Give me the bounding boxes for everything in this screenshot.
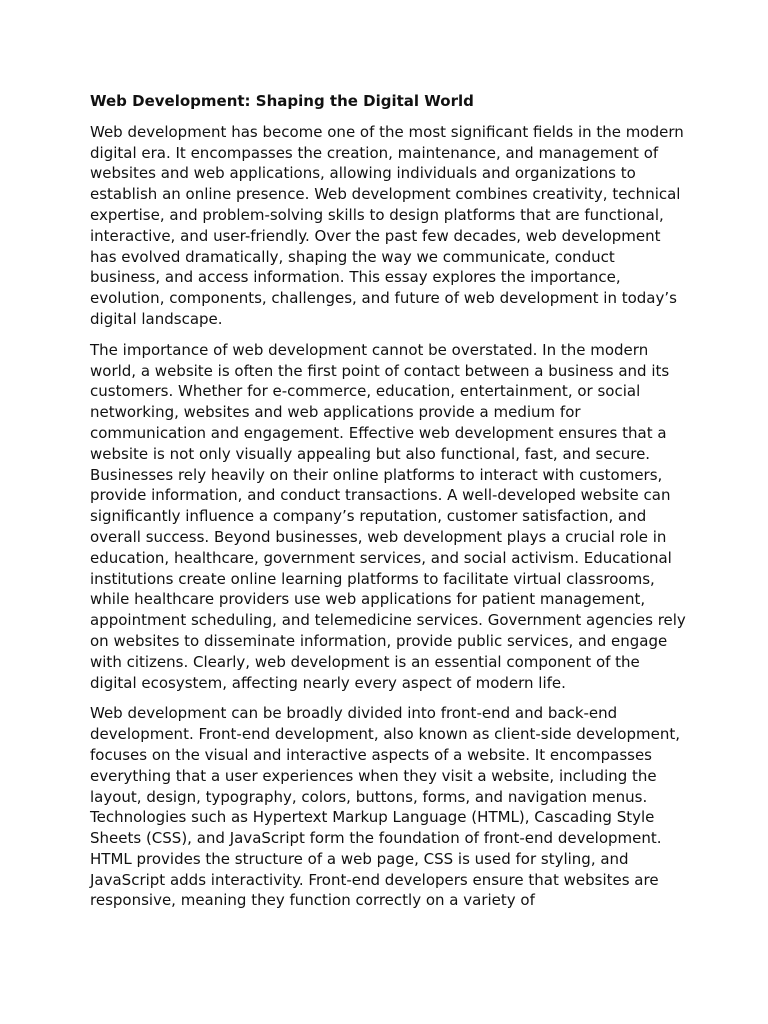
paragraph-2: The importance of web development cannot be overstated. In the modern world, a website is often the first point of contact between a business and its customers. Whether for e-commerce, education, entertainment, or social networking, websites and web applications provide a medium for communication and engagement. Effective web development ensures that a website is not only visually appealing but also functional, fast, and secure. Businesses rely heavily on their online platforms to interact with customers, provide information, and conduct transactions. A well-developed website can significantly influence a company’s reputation, customer satisfaction, and overall success. Beyond businesses, web development plays a crucial role in education, healthcare, government services, and social activism. Educational institutions create online learning platforms to facilitate virtual classrooms, while healthcare providers use web applications for patient management, appointment scheduling, and telemedicine services. Government agencies rely on websites to disseminate information, provide public services, and engage with citizens. Clearly, web development is an essential component of the digital ecosystem, affecting nearly every aspect of modern life.	[90, 340, 686, 692]
paragraph-3: Web development can be broadly divided into front-end and back-end development. Front-end development, also known as client-side development, focuses on the visual and interactive aspects of a website. It encompasses everything that a user experiences when they visit a website, including the layout, design, typography, colors, buttons, forms, and navigation menus. Technologies such as Hypertext Markup Language (HTML), Cascading Style Sheets (CSS), and JavaScript form the foundation of front-end development. HTML provides the structure of a web page, CSS is used for styling, and JavaScript adds interactivity. Front-end developers ensure that websites are responsive, meaning they function correctly on a variety of	[90, 704, 680, 910]
document-title: Web Development: Shaping the Digital World	[90, 92, 474, 110]
document-body	[90, 91, 686, 921]
paragraph-1: Web development has become one of the most significant fields in the modern digital era. It encompasses the creation, maintenance, and management of websites and web applications, allowing individuals and organizations to establish an online presence. Web development combines creativity, technical expertise, and problem-solving skills to design platforms that are functional, interactive, and user-friendly. Over the past few decades, web development has evolved dramatically, shaping the way we communicate, conduct business, and access information. This essay explores the importance, evolution, components, challenges, and future of web development in today’s digital landscape.	[90, 122, 684, 328]
